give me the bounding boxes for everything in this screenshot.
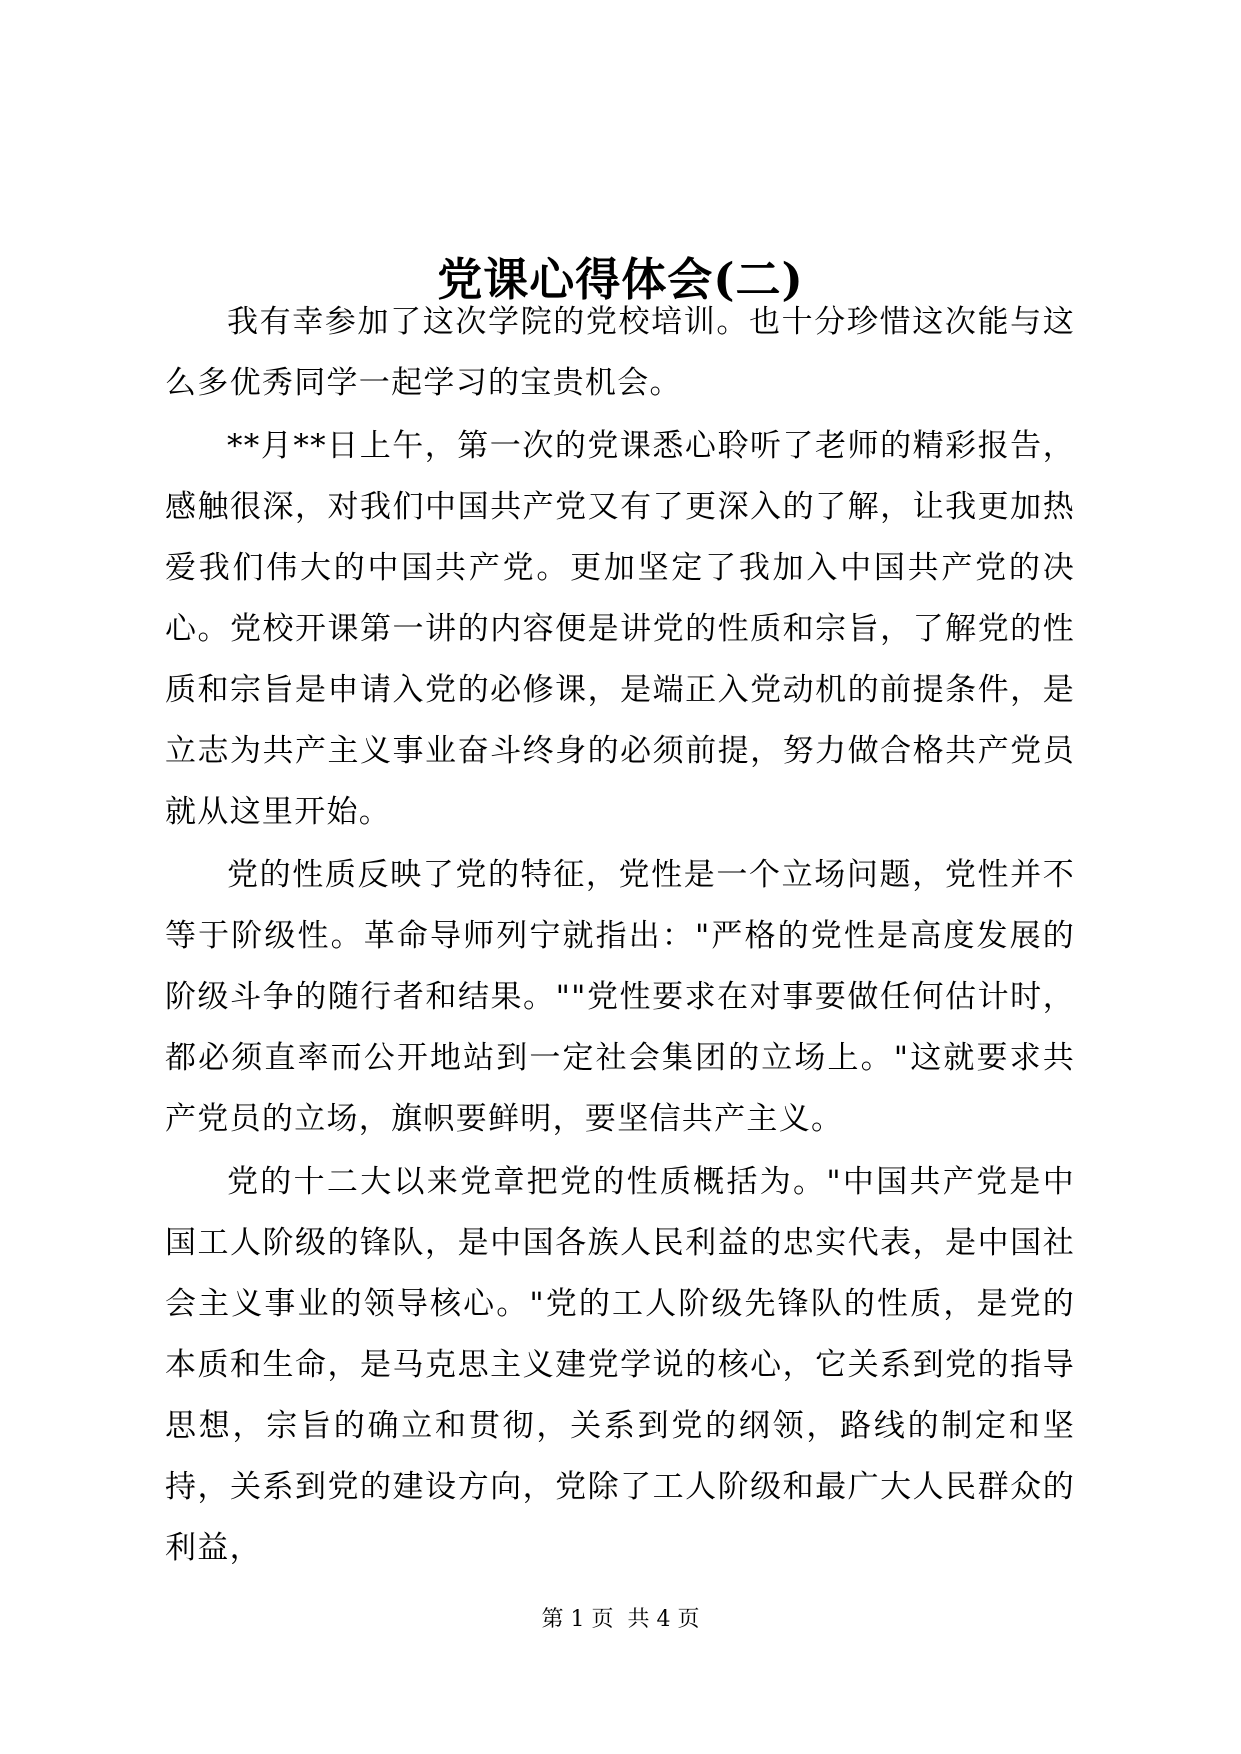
paragraph-4: 党的十二大以来党章把党的性质概括为。"中国共产党是中国工人阶级的锋队，是中国各族人民利益的忠实代表，是中国社会主义事业的领导核心。"党的工人阶级先锋队的性质，是党的本质和生命，是马克思主义建党学说的核心，它关系到党的指导思想，宗旨的确立和贯彻，关系到党的纲领，路线的制定和坚持，关系到党的建设方向，党除了工人阶级和最广大人民群众的利益， xyxy=(165,1164,1075,1566)
paragraph-2: **月**日上午，第一次的党课悉心聆听了老师的精彩报告，感触很深，对我们中国共产党又有了更深入的了解，让我更加热爱我们伟大的中国共产党。更加坚定了我加入中国共产党的决心。党校开课第一讲的内容便是讲党的性质和宗旨，了解党的性质和宗旨是申请入党的必修课，是端正入党动机的前提条件，是立志为共产主义事业奋斗终身的必须前提，努力做合格共产党员就从这里开始。 xyxy=(165,428,1075,830)
page-number: 第 1 页 xyxy=(541,1607,614,1632)
paragraph-1: 我有幸参加了这次学院的党校培训。也十分珍惜这次能与这么多优秀同学一起学习的宝贵机会。 xyxy=(165,304,1075,401)
page-total: 共 4 页 xyxy=(627,1607,700,1632)
document-body xyxy=(165,292,1075,1579)
paragraph-3: 党的性质反映了党的特征，党性是一个立场问题，党性并不等于阶级性。革命导师列宁就指出："严格的党性是高度发展的阶级斗争的随行者和结果。""党性要求在对事要做任何估计时，都必须直率而公开地站到一定社会集团的立场上。"这就要求共产党员的立场，旗帜要鲜明，要坚信共产主义。 xyxy=(165,857,1075,1137)
document-title: 党课心得体会(二) xyxy=(437,253,804,306)
page-footer xyxy=(0,1605,1241,1635)
